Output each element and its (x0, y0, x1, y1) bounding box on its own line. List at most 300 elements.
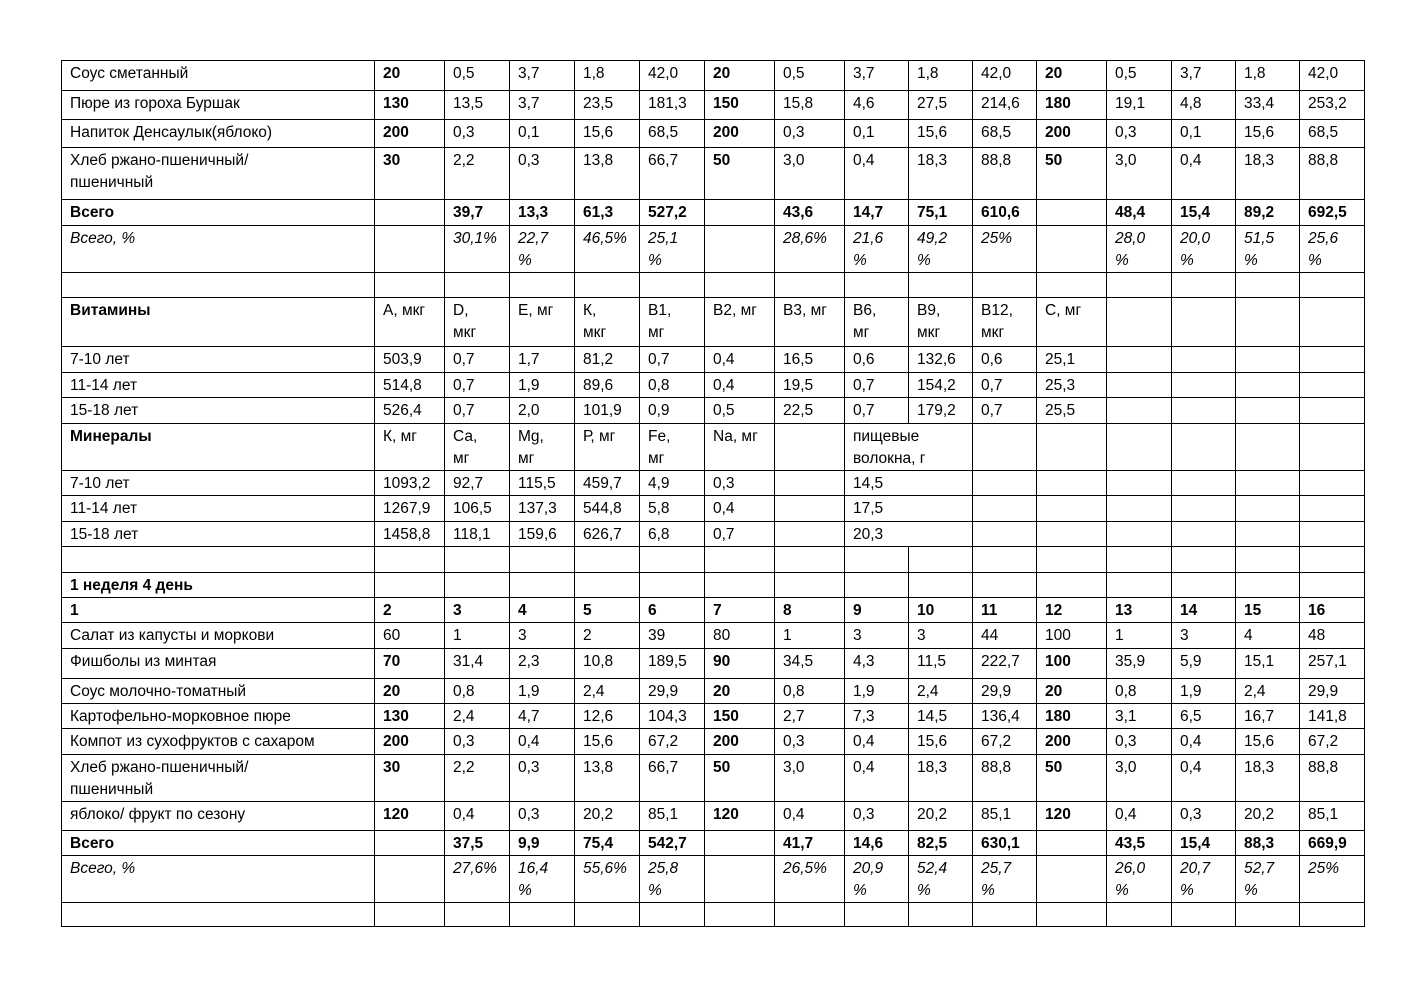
table-cell: 2,0 (510, 398, 575, 424)
table-cell: 137,3 (510, 496, 575, 522)
table-cell: 16,4 % (510, 856, 575, 903)
table-cell (705, 573, 775, 598)
table-cell: 4,8 (1172, 91, 1236, 120)
table-cell: 0,4 (845, 729, 909, 755)
table-cell (1300, 547, 1365, 573)
table-cell: 20 (375, 61, 445, 91)
table-cell: 118,1 (445, 522, 510, 547)
table-cell: 27,6% (445, 856, 510, 903)
table-cell: 18,3 (909, 755, 973, 802)
table-row (62, 61, 1365, 91)
table-row (62, 496, 1365, 522)
table-cell: пищевые волокна, г (845, 424, 973, 471)
table-cell: 1,7 (510, 347, 575, 373)
table-cell (1037, 496, 1107, 522)
table-row-total (62, 831, 1365, 856)
table-cell (973, 522, 1037, 547)
table-cell (1172, 347, 1236, 373)
table-cell: 0,4 (445, 802, 510, 831)
table-cell: 100 (1037, 649, 1107, 679)
table-cell (1037, 522, 1107, 547)
table-cell (575, 573, 640, 598)
table-cell (775, 522, 845, 547)
table-cell: 0,3 (1107, 729, 1172, 755)
table-cell: 15,6 (1236, 120, 1300, 148)
table-cell: 15,6 (575, 729, 640, 755)
table-row-empty (62, 273, 1365, 298)
table-cell: 0,5 (775, 61, 845, 91)
table-cell (640, 273, 705, 298)
table-cell: 52,7 % (1236, 856, 1300, 903)
table-cell: 4,6 (845, 91, 909, 120)
table-cell (775, 573, 845, 598)
table-cell: Витамины (62, 298, 375, 347)
table-cell: 89,2 (1236, 200, 1300, 226)
table-cell: 4,7 (510, 704, 575, 729)
table-cell (775, 903, 845, 927)
table-cell (775, 496, 845, 522)
table-cell: 20 (705, 61, 775, 91)
table-cell: Р, мг (575, 424, 640, 471)
table-cell: 503,9 (375, 347, 445, 373)
table-cell: 115,5 (510, 471, 575, 496)
table-cell (1172, 273, 1236, 298)
table-cell: 200 (1037, 729, 1107, 755)
table-cell: 12,6 (575, 704, 640, 729)
table-cell (375, 573, 445, 598)
table-cell: 29,9 (973, 679, 1037, 704)
table-cell: 0,1 (1172, 120, 1236, 148)
table-cell: 60 (375, 623, 445, 649)
table-cell (510, 547, 575, 573)
table-cell (845, 547, 909, 573)
table-cell (1107, 347, 1172, 373)
table-row-empty (62, 903, 1365, 927)
table-cell: 0,9 (640, 398, 705, 424)
table-row (62, 802, 1365, 831)
table-cell: 43,5 (1107, 831, 1172, 856)
table-cell: 25,7 % (973, 856, 1037, 903)
table-cell: 25,3 (1037, 373, 1107, 398)
table-cell (705, 903, 775, 927)
table-cell: 89,6 (575, 373, 640, 398)
table-cell (845, 903, 909, 927)
table-cell (510, 903, 575, 927)
table-body (62, 61, 1365, 927)
table-cell: 11-14 лет (62, 373, 375, 398)
table-cell (1300, 424, 1365, 471)
table-cell (705, 200, 775, 226)
table-cell: 15,6 (909, 120, 973, 148)
table-cell: 459,7 (575, 471, 640, 496)
table-cell: 0,8 (1107, 679, 1172, 704)
table-cell: 43,6 (775, 200, 845, 226)
table-cell (1172, 298, 1236, 347)
table-cell (705, 273, 775, 298)
table-cell: Всего (62, 200, 375, 226)
table-cell (1300, 496, 1365, 522)
table-row (62, 148, 1365, 200)
table-cell: 25% (973, 226, 1037, 273)
table-cell (375, 200, 445, 226)
table-cell: 19,1 (1107, 91, 1172, 120)
table-cell: 3,7 (510, 91, 575, 120)
table-cell: 136,4 (973, 704, 1037, 729)
table-cell (62, 547, 375, 573)
table-cell: 0,3 (775, 120, 845, 148)
table-cell: 6,8 (640, 522, 705, 547)
table-cell: 526,4 (375, 398, 445, 424)
table-cell: 48 (1300, 623, 1365, 649)
table-cell: 179,2 (909, 398, 973, 424)
table-cell: яблоко/ фрукт по сезону (62, 802, 375, 831)
table-cell: 5,8 (640, 496, 705, 522)
table-cell (640, 903, 705, 927)
table-cell: 0,8 (445, 679, 510, 704)
table-cell: 50 (705, 148, 775, 200)
table-cell: 200 (705, 729, 775, 755)
table-cell: 8 (775, 598, 845, 623)
table-cell: 1,8 (909, 61, 973, 91)
table-cell (1037, 831, 1107, 856)
table-row-total (62, 200, 1365, 226)
table-cell (62, 273, 375, 298)
table-cell (1172, 424, 1236, 471)
table-cell: 0,4 (705, 373, 775, 398)
table-cell: 130 (375, 704, 445, 729)
table-row (62, 471, 1365, 496)
table-cell: 37,5 (445, 831, 510, 856)
table-row-total-percent (62, 226, 1365, 273)
table-cell: 88,3 (1236, 831, 1300, 856)
table-cell: 49,2 % (909, 226, 973, 273)
table-cell: 35,9 (1107, 649, 1172, 679)
table-cell (1236, 347, 1300, 373)
table-row-empty (62, 547, 1365, 573)
table-row (62, 91, 1365, 120)
table-cell: 0,4 (775, 802, 845, 831)
table-cell: 29,9 (1300, 679, 1365, 704)
table-cell (1107, 573, 1172, 598)
table-cell: 2,4 (445, 704, 510, 729)
table-cell: 2,4 (909, 679, 973, 704)
table-cell: К, мг (375, 424, 445, 471)
table-cell: 3 (845, 623, 909, 649)
table-cell (375, 273, 445, 298)
table-cell: 85,1 (973, 802, 1037, 831)
table-cell: 50 (705, 755, 775, 802)
table-cell: 7,3 (845, 704, 909, 729)
table-cell: 0,6 (845, 347, 909, 373)
table-cell: 26,5% (775, 856, 845, 903)
table-cell: 3,0 (1107, 755, 1172, 802)
table-cell: 21,6 % (845, 226, 909, 273)
table-cell: 0,7 (445, 398, 510, 424)
table-cell: 66,7 (640, 755, 705, 802)
table-cell: 200 (705, 120, 775, 148)
table-cell: 17,5 (845, 496, 973, 522)
table-cell: 0,5 (1107, 61, 1172, 91)
table-cell (1107, 496, 1172, 522)
table-cell (775, 424, 845, 471)
table-cell: 20,7 % (1172, 856, 1236, 903)
table-cell (375, 903, 445, 927)
table-cell: 22,5 (775, 398, 845, 424)
table-cell (909, 573, 973, 598)
table-cell (1107, 547, 1172, 573)
table-cell: 7 (705, 598, 775, 623)
table-cell: 20,2 (1236, 802, 1300, 831)
table-cell (1172, 547, 1236, 573)
table-cell (1172, 398, 1236, 424)
table-cell: 67,2 (973, 729, 1037, 755)
table-cell: 85,1 (1300, 802, 1365, 831)
table-cell: 257,1 (1300, 649, 1365, 679)
table-cell: 15-18 лет (62, 398, 375, 424)
table-cell: 39 (640, 623, 705, 649)
table-cell: 200 (375, 729, 445, 755)
table-cell: 14 (1172, 598, 1236, 623)
table-cell: 4,3 (845, 649, 909, 679)
table-cell: В2, мг (705, 298, 775, 347)
table-cell: 3,0 (1107, 148, 1172, 200)
table-cell: 61,3 (575, 200, 640, 226)
table-cell: 13,8 (575, 148, 640, 200)
table-cell: 200 (1037, 120, 1107, 148)
table-cell: 181,3 (640, 91, 705, 120)
table-cell: 0,7 (640, 347, 705, 373)
table-row-column-numbers (62, 598, 1365, 623)
table-cell (909, 547, 973, 573)
table-cell: 1 (62, 598, 375, 623)
table-cell (510, 573, 575, 598)
table-cell: 0,3 (510, 802, 575, 831)
table-cell: 0,3 (1172, 802, 1236, 831)
table-row-total-percent (62, 856, 1365, 903)
table-cell: 0,1 (510, 120, 575, 148)
table-cell (705, 856, 775, 903)
table-cell: 150 (705, 91, 775, 120)
table-cell: 3 (445, 598, 510, 623)
table-cell: 626,7 (575, 522, 640, 547)
table-cell: 0,7 (445, 347, 510, 373)
table-cell (1236, 547, 1300, 573)
table-cell: 13 (1107, 598, 1172, 623)
table-cell (1037, 424, 1107, 471)
table-cell (973, 471, 1037, 496)
table-cell: 22,7 % (510, 226, 575, 273)
table-cell: 1 (445, 623, 510, 649)
table-cell: 28,6% (775, 226, 845, 273)
table-cell: 6 (640, 598, 705, 623)
table-cell: 527,2 (640, 200, 705, 226)
table-cell: Соус молочно-томатный (62, 679, 375, 704)
table-cell (575, 903, 640, 927)
table-cell: 5 (575, 598, 640, 623)
table-cell: 159,6 (510, 522, 575, 547)
table-cell: 28,0 % (1107, 226, 1172, 273)
table-cell (1300, 298, 1365, 347)
table-cell: 16,5 (775, 347, 845, 373)
table-cell: 542,7 (640, 831, 705, 856)
table-cell: 1,9 (510, 679, 575, 704)
table-cell (1107, 398, 1172, 424)
table-cell: 14,6 (845, 831, 909, 856)
table-row (62, 755, 1365, 802)
table-cell (973, 573, 1037, 598)
table-cell (845, 573, 909, 598)
table-row (62, 373, 1365, 398)
table-cell: 90 (705, 649, 775, 679)
table-cell: 11-14 лет (62, 496, 375, 522)
table-cell: 214,6 (973, 91, 1037, 120)
table-cell: 11,5 (909, 649, 973, 679)
table-cell (909, 903, 973, 927)
table-cell: 14,7 (845, 200, 909, 226)
table-cell: В6, мг (845, 298, 909, 347)
table-cell: 200 (375, 120, 445, 148)
table-cell (775, 273, 845, 298)
table-row (62, 679, 1365, 704)
table-cell (1300, 373, 1365, 398)
table-cell: Пюре из гороха Буршак (62, 91, 375, 120)
table-cell: 4,9 (640, 471, 705, 496)
table-cell: Хлеб ржано-пшеничный/ пшеничный (62, 148, 375, 200)
table-cell: 0,4 (845, 755, 909, 802)
table-cell: 80 (705, 623, 775, 649)
table-cell: 30 (375, 148, 445, 200)
table-cell: 29,9 (640, 679, 705, 704)
table-row (62, 522, 1365, 547)
table-cell: 2,3 (510, 649, 575, 679)
table-cell: 2 (375, 598, 445, 623)
table-cell: 2,4 (1236, 679, 1300, 704)
table-cell (1300, 398, 1365, 424)
table-cell: Всего, % (62, 856, 375, 903)
table-cell: 11 (973, 598, 1037, 623)
table-cell: 25% (1300, 856, 1365, 903)
table-cell: 15,8 (775, 91, 845, 120)
table-cell (1037, 226, 1107, 273)
table-cell: 610,6 (973, 200, 1037, 226)
table-cell: 18,3 (1236, 148, 1300, 200)
table-cell: В1, мг (640, 298, 705, 347)
table-cell: 3 (1172, 623, 1236, 649)
table-cell: 7-10 лет (62, 471, 375, 496)
table-cell: 0,6 (973, 347, 1037, 373)
table-cell: 20,2 (909, 802, 973, 831)
table-cell: 0,7 (845, 398, 909, 424)
table-cell: Картофельно-морковное пюре (62, 704, 375, 729)
table-cell (1172, 522, 1236, 547)
table-cell: 14,5 (845, 471, 973, 496)
table-cell: 630,1 (973, 831, 1037, 856)
table-row (62, 623, 1365, 649)
table-cell: К, мкг (575, 298, 640, 347)
table-cell: 1093,2 (375, 471, 445, 496)
table-cell: 20 (705, 679, 775, 704)
table-row (62, 347, 1365, 373)
table-cell: 16 (1300, 598, 1365, 623)
table-cell: Напиток Денсаулык(яблоко) (62, 120, 375, 148)
table-cell: 48,4 (1107, 200, 1172, 226)
table-cell: 81,2 (575, 347, 640, 373)
table-cell (973, 424, 1037, 471)
table-cell: 0,3 (1107, 120, 1172, 148)
table-cell: 50 (1037, 148, 1107, 200)
table-cell: 15,4 (1172, 831, 1236, 856)
table-cell: 0,8 (640, 373, 705, 398)
table-cell (1300, 347, 1365, 373)
table-cell (1037, 547, 1107, 573)
table-cell: 4 (510, 598, 575, 623)
table-cell: Фишболы из минтая (62, 649, 375, 679)
table-cell: 44 (973, 623, 1037, 649)
table-cell: 101,9 (575, 398, 640, 424)
table-cell: 67,2 (640, 729, 705, 755)
table-cell: 100 (1037, 623, 1107, 649)
table-cell (1107, 373, 1172, 398)
table-cell: 12 (1037, 598, 1107, 623)
table-cell: 3,7 (510, 61, 575, 91)
table-cell (1236, 273, 1300, 298)
table-cell: Салат из капусты и моркови (62, 623, 375, 649)
table-cell (1107, 471, 1172, 496)
table-cell: 0,5 (445, 61, 510, 91)
table-row (62, 398, 1365, 424)
table-cell: 3 (510, 623, 575, 649)
table-cell: 67,2 (1300, 729, 1365, 755)
table-cell: 75,4 (575, 831, 640, 856)
table-cell: 104,3 (640, 704, 705, 729)
table-cell: 42,0 (973, 61, 1037, 91)
table-cell: 88,8 (1300, 755, 1365, 802)
table-cell: 6,5 (1172, 704, 1236, 729)
table-cell: 20 (1037, 61, 1107, 91)
table-cell: 20 (375, 679, 445, 704)
table-cell (1236, 496, 1300, 522)
table-cell: 1 (775, 623, 845, 649)
table-row (62, 649, 1365, 679)
table-cell: 0,3 (775, 729, 845, 755)
table-cell (1236, 424, 1300, 471)
table-cell: 2,2 (445, 755, 510, 802)
table-cell: 0,4 (1172, 148, 1236, 200)
table-cell: 1,8 (575, 61, 640, 91)
table-cell: 2 (575, 623, 640, 649)
table-cell (445, 273, 510, 298)
table-cell: 55,6% (575, 856, 640, 903)
table-cell (775, 547, 845, 573)
table-cell: 20,2 (575, 802, 640, 831)
table-cell: 0,4 (1172, 729, 1236, 755)
table-cell: 120 (1037, 802, 1107, 831)
table-cell: 544,8 (575, 496, 640, 522)
table-cell (445, 547, 510, 573)
table-cell: 14,5 (909, 704, 973, 729)
table-cell: 42,0 (1300, 61, 1365, 91)
table-cell: 132,6 (909, 347, 973, 373)
table-cell: Минералы (62, 424, 375, 471)
table-cell: 15,6 (575, 120, 640, 148)
table-cell: 51,5 % (1236, 226, 1300, 273)
table-cell: Mg, мг (510, 424, 575, 471)
table-cell (973, 273, 1037, 298)
table-cell (1037, 573, 1107, 598)
table-cell: 0,1 (845, 120, 909, 148)
table-cell: 33,4 (1236, 91, 1300, 120)
table-cell (1172, 471, 1236, 496)
